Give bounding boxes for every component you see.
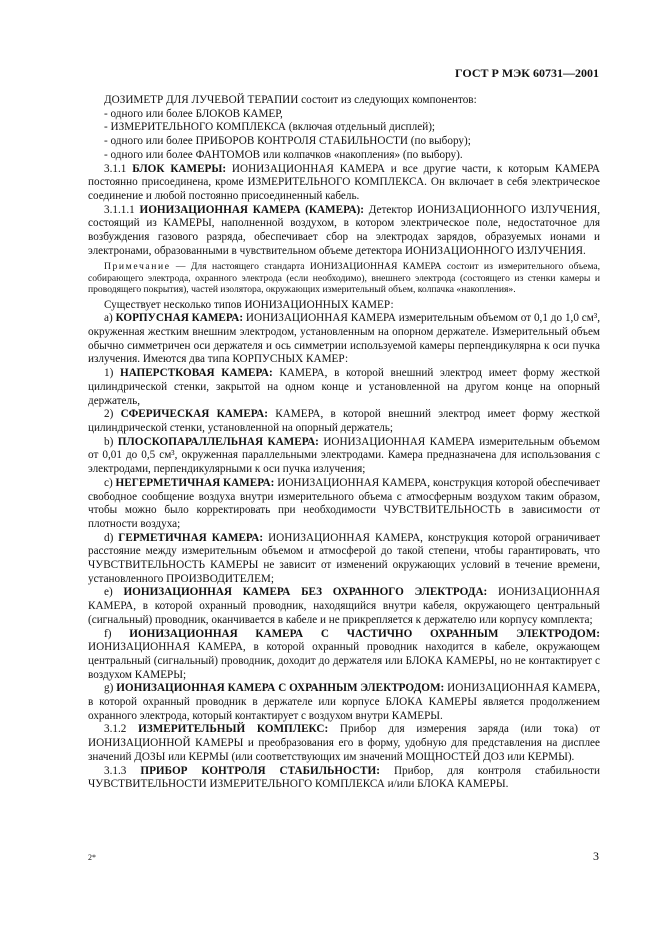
item-label: f) [104, 627, 130, 640]
section-3-1-1-1 [88, 204, 600, 259]
term: ПРИБОР КОНТРОЛЯ СТАБИЛЬНОСТИ: [140, 764, 380, 777]
definition: Прибор, для контроля стабильности ЧУВСТВИТЕЛЬНОСТИ ИЗМЕРИТЕЛЬНОГО КОМПЛЕКСА и/или БЛОКА КАМЕРЫ. [88, 764, 600, 791]
type-e [88, 586, 600, 627]
type-f [88, 628, 600, 683]
term: ИЗМЕРИТЕЛЬНЫЙ КОМПЛЕКС: [138, 723, 329, 736]
list-item: - ИЗМЕРИТЕЛЬНОГО КОМПЛЕКСА (включая отдельный дисплей); [104, 121, 436, 134]
section-number: 3.1.1.1 [104, 203, 140, 216]
definition: ИОНИЗАЦИОННАЯ КАМЕРА измерительным объемом от 0,01 до 0,5 см³, окруженная параллельными электродами. Камера предназначена для использования с электродами, перпендикулярными к оси пучка излучения; [88, 435, 600, 476]
item-label: 2) [104, 408, 121, 421]
type-a [88, 312, 600, 367]
section-number: 3.1.2 [104, 723, 139, 736]
type-a2 [88, 408, 600, 435]
item-label: b) [104, 435, 118, 448]
term: ИОНИЗАЦИОННАЯ КАМЕРА С ОХРАННЫМ ЭЛЕКТРОДОМ: [116, 682, 445, 695]
definition: ИОНИЗАЦИОННАЯ КАМЕРА, в которой охранный проводник находится в кабеле, окружающем центральный (сигнальный) проводник, доходит до держателя или БЛОКА КАМЕРЫ, но не контактирует с воздухом КАМЕРЫ; [88, 641, 600, 681]
list-item: - одного или более ФАНТОМОВ или колпачков «накопления» (по выбору). [104, 148, 463, 161]
definition: ИОНИЗАЦИОННАЯ КАМЕРА, в которой охранный проводник в держателе или корпусе БЛОКА КАМЕРЫ является продолжением охранного электрода, который контактирует с воздухом внутри КАМЕРЫ. [88, 682, 600, 722]
term: ИОНИЗАЦИОННАЯ КАМЕРА С ЧАСТИЧНО ОХРАННЫМ ЭЛЕКТРОДОМ: [129, 627, 601, 640]
type-c [88, 477, 600, 532]
item-label: e) [104, 586, 124, 599]
definition: КАМЕРА, в которой внешний электрод имеет форму жесткой цилиндрической стенки, установленной на опорный держатель; [88, 408, 600, 434]
signature-mark: 2* [88, 853, 96, 862]
section-3-1-2 [88, 723, 600, 764]
section-3-1-3 [88, 765, 600, 792]
term: НЕГЕРМЕТИЧНАЯ КАМЕРА: [115, 476, 275, 489]
term: СФЕРИЧЕСКАЯ КАМЕРА: [120, 408, 268, 421]
note-label: Примечание [104, 261, 171, 273]
term: ИОНИЗАЦИОННАЯ КАМЕРА БЕЗ ОХРАННОГО ЭЛЕКТРОДА: [123, 586, 488, 599]
list-item: - одного или более ПРИБОРОВ КОНТРОЛЯ СТАБИЛЬНОСТИ (по выбору); [104, 135, 471, 148]
item-label: g) [104, 682, 117, 695]
term: НАПЕРСТКОВАЯ КАМЕРА: [120, 367, 273, 380]
intro-paragraph: ДОЗИМЕТР ДЛЯ ЛУЧЕВОЙ ТЕРАПИИ состоит из следующих компонентов: [104, 94, 477, 106]
definition: Прибор для измерения заряда (или тока) от ИОНИЗАЦИОННОЙ КАМЕРЫ и преобразования его в форму, удобную для представления на дисплее значений ДОЗЫ или КЕРМЫ (или соответствующих им значений МОЩНОСТЕЙ ДОЗ или КЕРМЫ). [88, 723, 601, 763]
standard-id: ГОСТ Р МЭК 60731—2001 [455, 66, 599, 80]
type-d [88, 532, 600, 587]
definition: КАМЕРА, в которой внешний электрод имеет форму жесткой цилиндрической стенки, закрытой на одном конце и установленной на другом конце на опорный держатель, [88, 367, 600, 407]
item-label: 1) [104, 367, 120, 380]
document-body [88, 94, 600, 792]
term: ГЕРМЕТИЧНАЯ КАМЕРА: [118, 531, 264, 544]
term: ПЛОСКОПАРАЛЛЕЛЬНАЯ КАМЕРА: [117, 435, 319, 448]
term: ИОНИЗАЦИОННАЯ КАМЕРА (КАМЕРА): [139, 203, 365, 216]
definition: Детектор ИОНИЗАЦИОННОГО ИЗЛУЧЕНИЯ, состоящий из КАМЕРЫ, наполненной воздухом, в котором электрическое поле, недостаточное для возбуждения газового разряда, обеспечивает сбор на электродах зарядов, образуемых ионами и электронами, образованными в чувствительном объеме детектора ИОНИЗАЦИОННОГО ИЗЛУЧЕНИЯ. [88, 203, 600, 257]
types-intro: Существует несколько типов ИОНИЗАЦИОННЫХ КАМЕР: [104, 298, 394, 311]
item-label: d) [104, 531, 119, 544]
section-number: 3.1.1 [104, 162, 133, 175]
section-number: 3.1.3 [104, 764, 141, 777]
type-b [88, 436, 600, 477]
item-label: a) [104, 312, 116, 325]
definition: ИОНИЗАЦИОННАЯ КАМЕРА, в которой охранный проводник, находящийся внутри кабеля, окружающего центральный (сигнальный) проводник, оканчивается в кабеле и не прикрепляется к держателю или корпусу комплекта; [88, 586, 600, 626]
section-3-1-1 [88, 163, 600, 204]
list-item: - одного или более БЛОКОВ КАМЕР, [104, 107, 283, 120]
definition: ИОНИЗАЦИОННАЯ КАМЕРА, конструкция которой ограничивает расстояние между измерительным объемом и атмосферой до такой степени, чтобы гарантировать, что ЧУВСТВИТЕЛЬНОСТЬ КАМЕРЫ не зависит от изменений окружающих условий в течение времени, установленного ПРОИЗВОДИТЕЛЕМ; [88, 531, 600, 585]
item-label: c) [104, 476, 116, 489]
term: КОРПУСНАЯ КАМЕРА: [115, 312, 244, 325]
note [88, 261, 600, 295]
type-a1 [88, 367, 600, 408]
definition: ИОНИЗАЦИОННАЯ КАМЕРА, конструкция которой обеспечивает свободное сообщение воздуха внутри измерительного объема с атмосферным воздухом таким образом, чтобы можно было корректировать при необходимости ЧУВСТВИТЕЛЬНОСТЬ в зависимости от плотности воздуха; [88, 476, 600, 530]
note-text: — Для настоящего стандарта ИОНИЗАЦИОННАЯ КАМЕРА состоит из измерительного объема, собирающего электрода, охранного электрода (если необходимо), внешнего электрода (состоящего из стенки камеры и проводящего покрытия), частей изолятора, окружающих измерительный объем, колпачка «накопления». [88, 261, 600, 296]
definition: ИОНИЗАЦИОННАЯ КАМЕРА измерительным объемом от 0,1 до 1,0 см³, окруженная жестким внешним электродом, установленным на опорном держателе. Измерительный объем обычно симметричен оси держателя и ось симметрии используемой камеры перпендикулярна к оси пучка излучения. Имеются два типа КОРПУСНЫХ КАМЕР: [88, 312, 600, 366]
definition: ИОНИЗАЦИОННАЯ КАМЕРА и все другие части, к которым КАМЕРА постоянно присоединена, кроме ИЗМЕРИТЕЛЬНОГО КОМПЛЕКСА. Он включает в себя электрическое соединение и любой постоянно присоединенный кабель. [88, 162, 601, 202]
page-number: 3 [593, 849, 599, 863]
type-g [88, 682, 600, 723]
term: БЛОК КАМЕРЫ: [132, 162, 227, 175]
